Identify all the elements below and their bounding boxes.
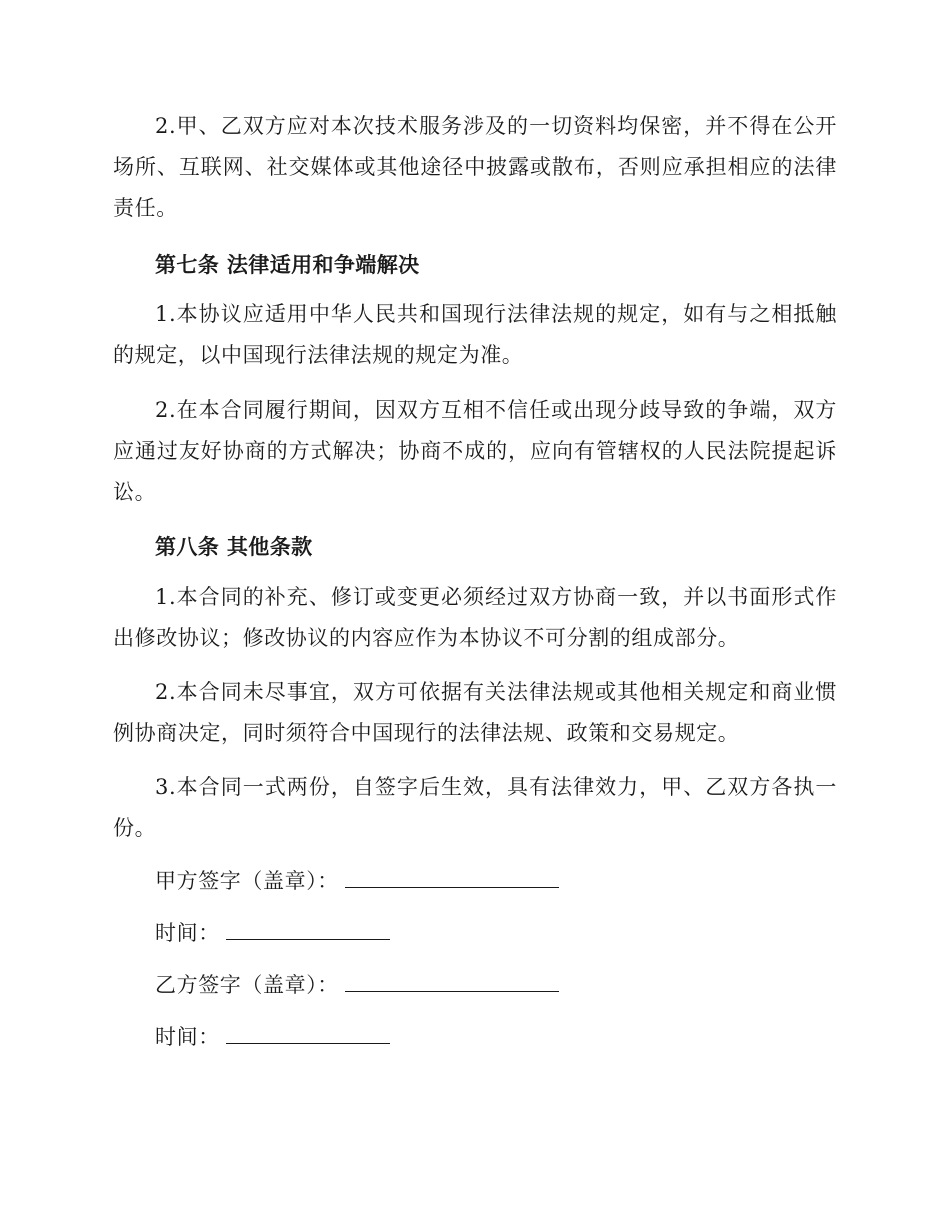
article-8-clause-2: 2.本合同未尽事宜，双方可依据有关法律法规或其他相关规定和商业惯例协商决定，同时须符合中国现行的法律法规、政策和交易规定。 <box>113 680 837 745</box>
party-b-signature-row <box>155 970 559 1000</box>
party-b-signature-label: 乙方签字（盖章）： <box>155 973 339 997</box>
party-a-date-line[interactable] <box>226 919 390 940</box>
party-b-signature-line[interactable] <box>345 971 559 992</box>
article-7-clause-2: 2.在本合同履行期间，因双方互相不信任或出现分歧导致的争端，双方应通过友好协商的方式解决；协商不成的，应向有管辖权的人民法院提起诉讼。 <box>113 398 837 504</box>
party-a-signature-row <box>155 866 559 896</box>
party-b-date-row <box>155 1022 390 1052</box>
party-a-date-label: 时间： <box>155 921 220 945</box>
party-a-signature-line[interactable] <box>345 867 559 888</box>
party-a-date-row <box>155 918 390 948</box>
article-8-clause-3: 3.本合同一式两份，自签字后生效，具有法律效力，甲、乙双方各执一份。 <box>113 775 837 840</box>
party-a-signature-label: 甲方签字（盖章）： <box>155 869 339 893</box>
party-b-date-line[interactable] <box>226 1023 390 1044</box>
article-8-clause-1: 1.本合同的补充、修订或变更必须经过双方协商一致，并以书面形式作出修改协议；修改协议的内容应作为本协议不可分割的组成部分。 <box>113 585 837 650</box>
confidentiality-clause-2: 2.甲、乙双方应对本次技术服务涉及的一切资料均保密，并不得在公开场所、互联网、社交媒体或其他途径中披露或散布，否则应承担相应的法律责任。 <box>113 114 837 220</box>
article-7-heading: 第七条 法律适用和争端解决 <box>155 253 420 277</box>
article-8-heading: 第八条 其他条款 <box>155 535 313 559</box>
party-b-date-label: 时间： <box>155 1025 220 1049</box>
article-7-clause-1: 1.本协议应适用中华人民共和国现行法律法规的规定，如有与之相抵触的规定，以中国现行法律法规的规定为准。 <box>113 302 837 367</box>
